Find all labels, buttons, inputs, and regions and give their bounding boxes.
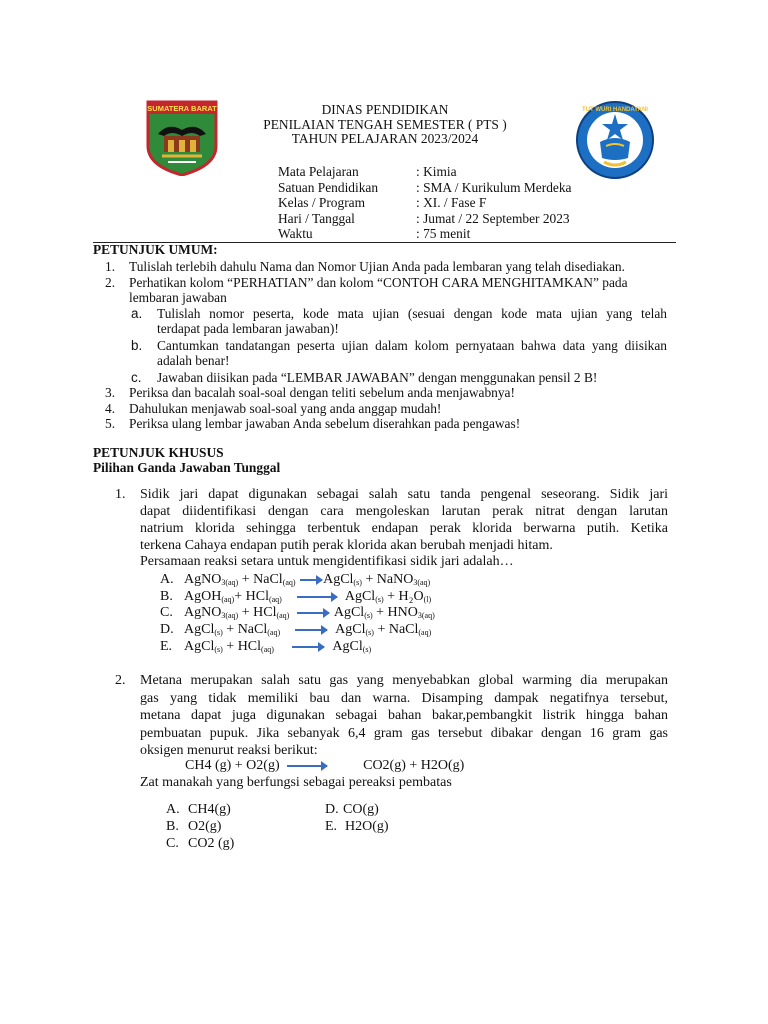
reaction-arrow-icon: [297, 596, 337, 598]
logo-caption: SUMATERA BARAT: [147, 104, 217, 113]
question-text-line: dapat diidentifikasi dengan cara mengoleskan larutan perak nitrat dengan larutan: [140, 504, 668, 519]
meta-label-class: Kelas / Program: [278, 195, 366, 210]
question-number: 2.: [115, 673, 126, 688]
sub-item: Cantumkan tandatangan peserta ujian dalam kolom pernyataan bahwa data yang diisikan: [157, 338, 667, 353]
option-text: CO2 (g): [188, 836, 235, 851]
meta-label-time: Waktu: [278, 226, 313, 241]
sub-item: Tulislah nomor peserta, kode mata ujian (sesuai dengan kode mata ujian yang telah: [157, 306, 667, 321]
specific-instructions-title: PETUNJUK KHUSUS: [93, 445, 224, 460]
reaction-equation: [185, 757, 464, 775]
section-subtitle: Pilihan Ganda Jawaban Tunggal: [93, 460, 281, 475]
option-text: H2O(g): [345, 819, 389, 834]
question-prompt: Persamaan reaksi setara untuk mengidentifikasi sidik jari adalah…: [140, 554, 514, 569]
meta-label-unit: Satuan Pendidikan: [278, 179, 379, 195]
option-letter: E.: [325, 819, 338, 834]
sub-item: Jawaban diisikan pada “LEMBAR JAWABAN” dengan menggunakan pensil 2 B!: [157, 370, 598, 385]
list-item: Periksa ulang lembar jawaban Anda sebelum diserahkan pada pengawas!: [129, 416, 521, 431]
question-text-line: natrium klorida sehingga terbentuk endapan perak klorida berwarna putih. Ketika: [140, 521, 668, 536]
sub-item-cont: adalah benar!: [157, 353, 230, 368]
option-letter: D.: [160, 622, 174, 637]
logo-motto: TUT WURI HANDAYANI: [582, 107, 648, 113]
reaction-arrow-icon: [287, 765, 327, 767]
equation-products: CO2(g) + H2O(g): [363, 758, 465, 773]
question-text-line: oksigen menurut reaksi berikut:: [140, 743, 318, 758]
item-number: 5.: [105, 416, 116, 431]
reaction-equation: AgCl$_{(s)}$ + NaCl$_{(aq)}$ AgCl$_{(s)}$ + NaCl$_{(aq)}$: [184, 622, 432, 637]
meta-value-date: : Jumat / 22 September 2023: [416, 210, 570, 226]
option-letter: A.: [166, 802, 180, 817]
reaction-arrow-icon: [297, 612, 329, 614]
option-letter: A.: [160, 572, 174, 587]
equation-reactants: CH4 (g) + O2(g): [185, 758, 280, 773]
meta-value-class: : XI. / Fase F: [416, 195, 487, 210]
sub-item-letter: c.: [131, 370, 142, 385]
option-letter: D.: [325, 802, 339, 817]
header-line-3: TAHUN PELAJARAN 2023/2024: [291, 131, 479, 146]
meta-value-time: : 75 menit: [416, 226, 471, 241]
option-letter: B.: [160, 589, 173, 604]
reaction-equation: AgNO$_{3(aq)}$ + NaCl$_{(aq)}$ AgCl$_{(s)}$ + NaNO$_{3(aq)}$: [184, 572, 431, 587]
meta-value-subject: : Kimia: [416, 164, 457, 179]
question-text-line: pembuatan pupuk. Jika sebanyak 6,4 gram gas tersebut dibakar dengan 16 gram gas: [140, 725, 668, 741]
question-text-line: gas yang tidak memiliki bau dan warna. Disamping dampak negatifnya tersebut,: [140, 690, 668, 706]
header-line-1: DINAS PENDIDIKAN: [321, 102, 449, 117]
list-item-cont: lembaran jawaban: [129, 290, 227, 305]
item-number: 2.: [105, 275, 116, 290]
item-number: 4.: [105, 401, 116, 416]
sub-item-letter: b.: [131, 338, 143, 353]
list-item: Perhatikan kolom “PERHATIAN” dan kolom “CONTOH CARA MENGHITAMKAN” pada: [129, 275, 628, 290]
reaction-arrow-icon: [292, 646, 324, 648]
header-line-2: PENILAIAN TENGAH SEMESTER ( PTS ): [263, 116, 507, 132]
item-number: 3.: [105, 385, 116, 400]
general-instructions-title: PETUNJUK UMUM:: [93, 242, 218, 257]
meta-value-unit: : SMA / Kurikulum Merdeka: [416, 179, 572, 195]
question-2: [93, 672, 683, 792]
question-number: 1.: [115, 487, 126, 502]
sub-item-letter: a.: [131, 306, 143, 321]
question-text-line: Sidik jari dapat digunakan sebagai salah satu tanda pengenal seseorang. Sidik jari: [140, 487, 668, 502]
question-prompt: Zat manakah yang berfungsi sebagai pereaksi pembatas: [140, 775, 452, 790]
meta-label-subject: Mata Pelajaran: [278, 164, 359, 179]
question-text-line: terkena Cahaya endapan putih perak klorida akan berubah menjadi hitam.: [140, 538, 553, 553]
option-text: O2(g): [188, 819, 222, 834]
item-number: 1.: [105, 259, 116, 274]
meta-label-date: Hari / Tanggal: [278, 210, 355, 226]
reaction-arrow-icon: [300, 579, 322, 581]
list-item: Periksa dan bacalah soal-soal dengan teliti sebelum anda menjawabnya!: [129, 385, 515, 400]
list-item: Dahulukan menjawab soal-soal yang anda anggap mudah!: [129, 401, 442, 416]
reaction-equation: AgNO$_{3(aq)}$ + HCl$_{(aq)}$ AgCl$_{(s)}$ + $HNO_{3(aq)}$: [184, 605, 435, 620]
option-text: CH4(g): [188, 802, 231, 817]
option-letter: C.: [166, 836, 179, 851]
question-text-line: Metana merupakan salah satu gas yang menyebabkan global warming dia merupakan: [140, 673, 668, 688]
sub-item-cont: terdapat pada lembaran jawaban)!: [157, 321, 339, 336]
reaction-equation: AgOH$_{(aq)}$+ HCl$_{(aq)}$ AgCl$_{(s)}$ + $H_2O_{(l)}$: [184, 589, 432, 604]
option-text: CO(g): [343, 802, 379, 817]
reaction-arrow-icon: [295, 629, 327, 631]
option-letter: C.: [160, 605, 173, 620]
exam-info: [278, 164, 598, 244]
option-letter: B.: [166, 819, 179, 834]
list-item: Tulislah terlebih dahulu Nama dan Nomor Ujian Anda pada lembaran yang telah disediakan.: [129, 259, 625, 274]
option-letter: E.: [160, 639, 173, 654]
question-text-line: metana dapat juga digunakan sebagai bahan bakar,pembangkit listrik hingga bahan: [140, 708, 668, 723]
header-title: [200, 103, 570, 147]
general-instructions-list: [93, 259, 683, 429]
reaction-equation: AgCl$_{(s)}$ + HCl$_{(aq)}$ AgCl$_{(s)}$: [184, 639, 372, 654]
